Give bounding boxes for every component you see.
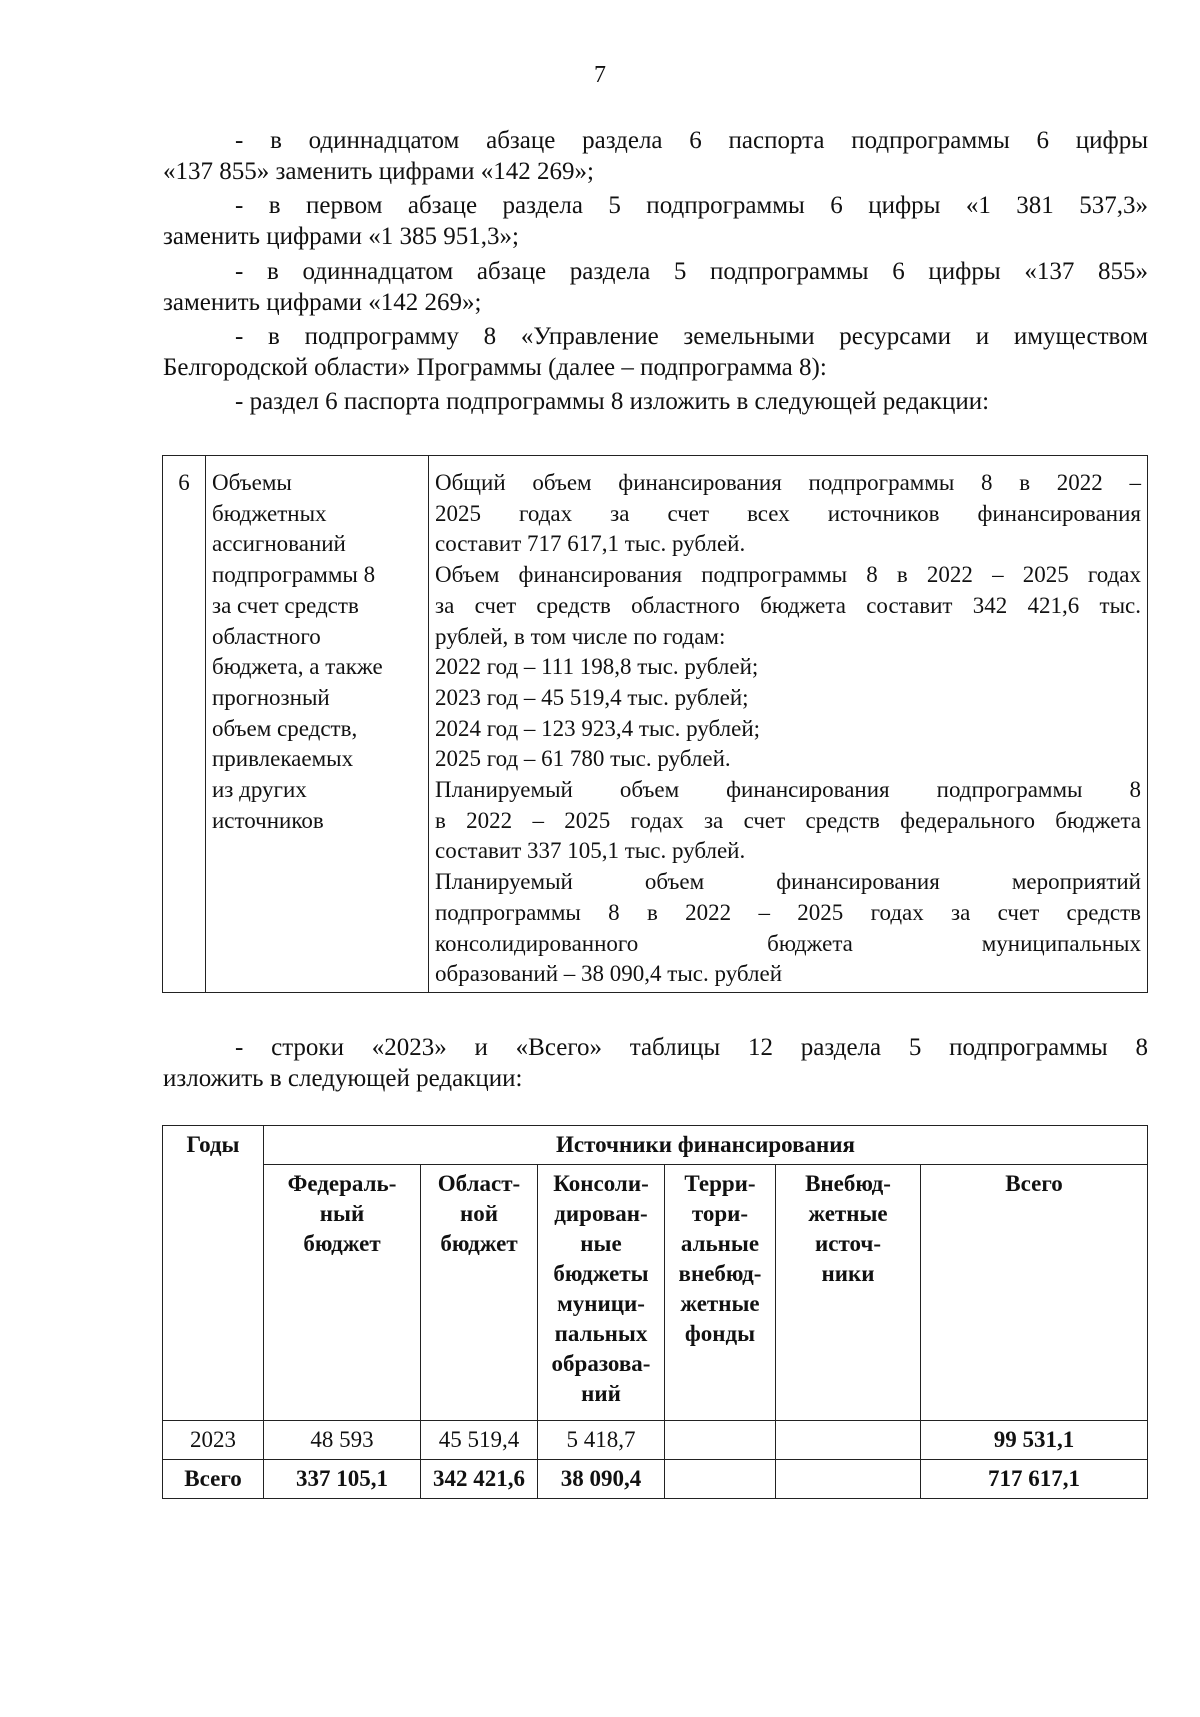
paragraph-2	[163, 190, 1148, 252]
label-line: привлекаемых	[212, 746, 354, 772]
label-line: из других	[212, 777, 307, 803]
header-line: образова-	[551, 1351, 651, 1376]
content-line: консолидированного бюджета муниципальных	[435, 930, 1141, 956]
cell-municipal: 5 418,7	[538, 1421, 665, 1460]
header-line: Федераль-	[287, 1171, 397, 1196]
header-line: Внебюд-	[805, 1171, 891, 1196]
content-line: Общий объем финансирования подпрограммы 8 в 2022 –	[435, 470, 1141, 495]
content-line: за счет средств областного бюджета составит 342 421,6 тыс.	[435, 592, 1141, 618]
header-line: пальных	[554, 1321, 648, 1346]
header-line: ники	[821, 1261, 875, 1286]
content-line: 2022 год – 111 198,8 тыс. рублей;	[435, 654, 759, 680]
header-line: Консоли-	[553, 1171, 649, 1196]
paragraph-3	[163, 256, 1148, 318]
header-line: жетные	[680, 1291, 760, 1316]
paragraph-line: «137 855» заменить цифрами «142 269»;	[163, 158, 594, 185]
content-line: 2023 год – 45 519,4 тыс. рублей;	[435, 684, 749, 710]
content-line: 2025 год – 61 780 тыс. рублей.	[435, 746, 731, 772]
column-header-federal	[264, 1165, 421, 1421]
passport-content	[429, 456, 1148, 993]
table-row	[163, 1421, 1148, 1460]
column-header-municipal	[538, 1165, 665, 1421]
finance-table	[162, 1125, 1148, 1499]
years-header: Годы	[163, 1126, 264, 1421]
header-line: муници-	[557, 1291, 645, 1316]
content-line: Планируемый объем финансирования мероприятий	[435, 869, 1141, 895]
content-line: подпрограммы 8 в 2022 – 2025 годах за счет средств	[435, 899, 1141, 925]
header-line: источ-	[815, 1231, 881, 1256]
content-line: Объем финансирования подпрограммы 8 в 2022 – 2025 годах	[435, 562, 1141, 588]
header-line: бюджет	[303, 1231, 381, 1256]
label-line: прогнозный	[212, 684, 330, 710]
column-header-total	[921, 1165, 1148, 1421]
paragraph-6	[163, 1032, 1148, 1094]
header-line: бюджеты	[553, 1261, 649, 1286]
content-line: образований – 38 090,4 тыс. рублей	[435, 961, 783, 987]
cell-federal: 337 105,1	[264, 1460, 421, 1499]
paragraph-line: - в одиннадцатом абзаце раздела 6 паспорта подпрограммы 6 цифры	[235, 127, 1148, 154]
content-line: рублей, в том числе по годам:	[435, 623, 726, 649]
label-line: объем средств,	[212, 715, 358, 741]
header-line: альные	[680, 1231, 760, 1256]
content-line: 2024 год – 123 923,4 тыс. рублей;	[435, 715, 761, 741]
paragraph-line: изложить в следующей редакции:	[163, 1065, 523, 1092]
header-line: Всего	[1005, 1171, 1063, 1196]
cell-territorial	[665, 1421, 776, 1460]
cell-offbudget	[776, 1460, 921, 1499]
passport-section-number: 6	[163, 456, 206, 993]
page-number: 7	[594, 62, 606, 88]
label-line: бюджета, а также	[212, 654, 383, 680]
paragraph-5	[163, 386, 1148, 417]
passport-row	[163, 456, 1148, 993]
cell-regional: 45 519,4	[421, 1421, 538, 1460]
content-line: 2025 годах за счет всех источников финансирования	[435, 500, 1141, 526]
label-line: областного	[212, 623, 321, 649]
header-line: фонды	[684, 1321, 756, 1346]
cell-offbudget	[776, 1421, 921, 1460]
paragraph-line: заменить цифрами «1 385 951,3»;	[163, 223, 519, 250]
row-year: 2023	[163, 1421, 264, 1460]
header-line: тори-	[691, 1201, 749, 1226]
header-line: ний	[581, 1381, 621, 1406]
column-header-offbudget	[776, 1165, 921, 1421]
cell-total: 99 531,1	[921, 1421, 1148, 1460]
paragraph-line: - в первом абзаце раздела 5 подпрограммы 6 цифры «1 381 537,3»	[235, 192, 1148, 219]
header-line: ной	[459, 1201, 498, 1226]
header-line: ный	[319, 1201, 365, 1226]
subheader-row	[163, 1165, 1148, 1421]
paragraph-1	[163, 125, 1148, 187]
content-line: составит 717 617,1 тыс. рублей.	[435, 531, 746, 557]
paragraph-line: - строки «2023» и «Всего» таблицы 12 раздела 5 подпрограммы 8	[235, 1034, 1148, 1061]
paragraph-4	[163, 321, 1148, 383]
label-line: источников	[212, 807, 324, 833]
header-line: внебюд-	[678, 1261, 762, 1286]
header-line: Терри-	[684, 1171, 756, 1196]
content-line: в 2022 – 2025 годах за счет средств федерального бюджета	[435, 807, 1141, 833]
label-line: ассигнований	[212, 531, 346, 557]
content-line: Планируемый объем финансирования подпрограммы 8	[435, 777, 1141, 803]
cell-total: 717 617,1	[921, 1460, 1148, 1499]
cell-federal: 48 593	[264, 1421, 421, 1460]
column-header-regional	[421, 1165, 538, 1421]
cell-municipal: 38 090,4	[538, 1460, 665, 1499]
label-line: за счет средств	[212, 592, 359, 618]
paragraph-line: Белгородской области» Программы (далее – подпрограмма 8):	[163, 354, 827, 381]
label-line: бюджетных	[212, 500, 327, 526]
table-row-total	[163, 1460, 1148, 1499]
header-line: дирован-	[554, 1201, 648, 1226]
row-year: Всего	[163, 1460, 264, 1499]
cell-territorial	[665, 1460, 776, 1499]
header-line: жетные	[808, 1201, 888, 1226]
passport-table	[162, 455, 1148, 993]
column-header-territorial	[665, 1165, 776, 1421]
passport-label	[206, 456, 429, 993]
header-line: ные	[580, 1231, 622, 1256]
header-line: Област-	[437, 1171, 521, 1196]
paragraph-line: - в одиннадцатом абзаце раздела 5 подпрограммы 6 цифры «137 855»	[235, 258, 1148, 285]
paragraph-line: - в подпрограмму 8 «Управление земельными ресурсами и имуществом	[235, 323, 1148, 350]
sources-header: Источники финансирования	[264, 1126, 1148, 1165]
paragraph-line: - раздел 6 паспорта подпрограммы 8 изложить в следующей редакции:	[235, 388, 990, 415]
paragraph-line: заменить цифрами «142 269»;	[163, 289, 482, 316]
label-line: Объемы	[212, 470, 292, 495]
content-line: составит 337 105,1 тыс. рублей.	[435, 838, 746, 864]
header-row	[163, 1126, 1148, 1165]
cell-regional: 342 421,6	[421, 1460, 538, 1499]
header-line: бюджет	[440, 1231, 518, 1256]
label-line: подпрограммы 8	[212, 562, 376, 588]
